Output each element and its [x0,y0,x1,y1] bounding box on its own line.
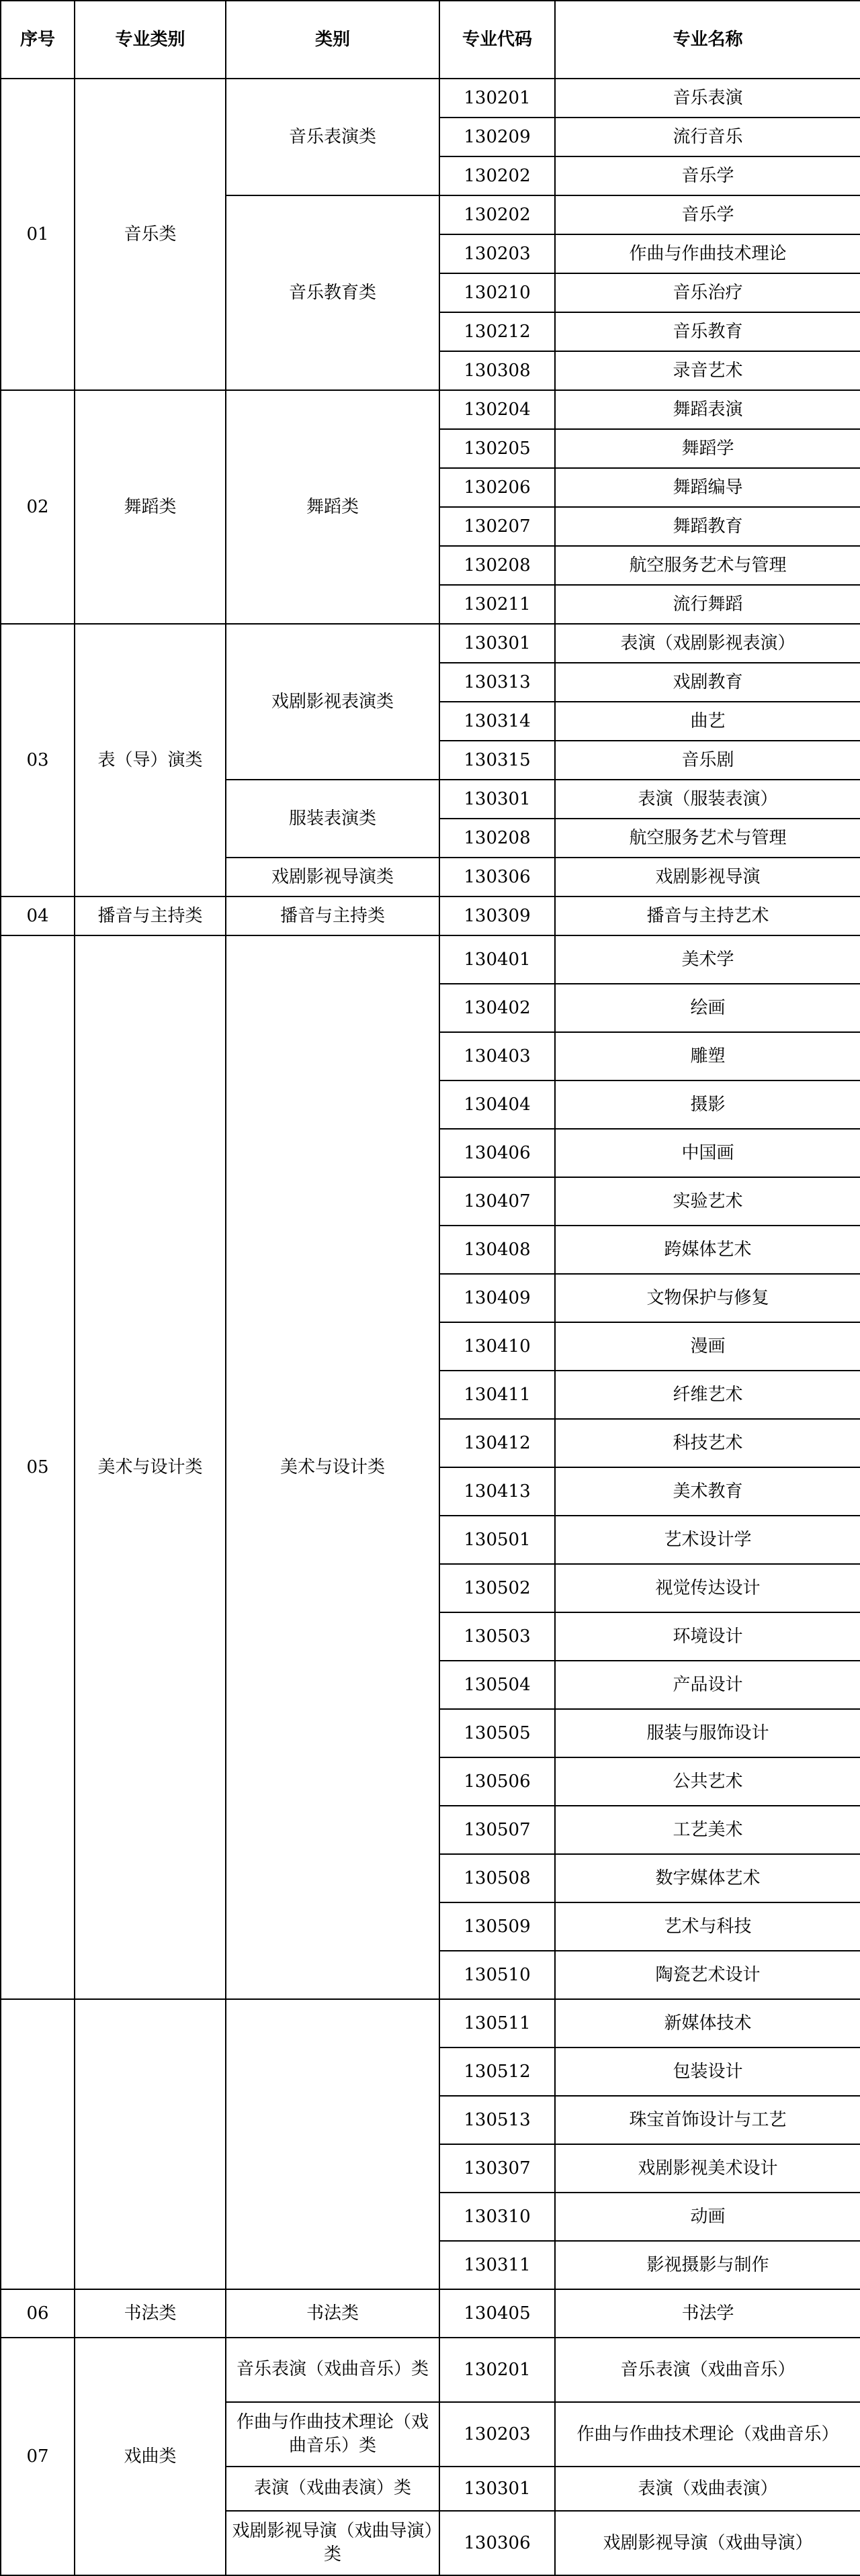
major-code: 130310 [439,2193,555,2241]
major-name: 包装设计 [555,2048,860,2096]
major-code: 130404 [439,1080,555,1129]
major-name: 美术学 [555,935,860,984]
major-name: 实验艺术 [555,1177,860,1226]
major-code: 130314 [439,702,555,741]
major-code: 130507 [439,1806,555,1854]
major-name: 音乐治疗 [555,273,860,312]
major-code: 130202 [439,156,555,195]
major-code: 130306 [439,858,555,896]
table-row [1,1999,860,2048]
major-name: 绘画 [555,984,860,1032]
subcategory-continued [226,1999,439,2289]
table-row [1,390,860,429]
header-major-code: 专业代码 [439,1,555,79]
major-code: 130510 [439,1951,555,1999]
major-name: 流行音乐 [555,118,860,156]
subcategory: 表演（戏曲表演）类 [226,2467,439,2511]
major-name: 戏剧影视美术设计 [555,2144,860,2193]
group-category: 美术与设计类 [75,935,226,1999]
major-name: 流行舞蹈 [555,585,860,624]
major-code: 130504 [439,1661,555,1709]
major-name: 戏剧影视导演 [555,858,860,896]
major-code: 130207 [439,507,555,546]
major-name: 航空服务艺术与管理 [555,819,860,858]
major-name: 珠宝首饰设计与工艺 [555,2096,860,2144]
major-code: 130203 [439,2402,555,2467]
major-code: 130203 [439,234,555,273]
major-code: 130509 [439,1902,555,1951]
major-code: 130311 [439,2241,555,2289]
subcategory: 音乐表演（戏曲音乐）类 [226,2338,439,2402]
major-name: 书法学 [555,2289,860,2338]
major-name: 音乐学 [555,195,860,234]
major-code: 130309 [439,896,555,935]
major-code: 130409 [439,1274,555,1322]
header-major-category: 专业类别 [75,1,226,79]
subcategory: 服装表演类 [226,780,439,858]
major-name: 舞蹈学 [555,429,860,468]
major-name: 舞蹈编导 [555,468,860,507]
subcategory: 戏剧影视导演类 [226,858,439,896]
major-name: 航空服务艺术与管理 [555,546,860,585]
major-name: 雕塑 [555,1032,860,1080]
major-code: 130410 [439,1322,555,1371]
group-number: 04 [1,896,75,935]
major-code: 130210 [439,273,555,312]
major-name: 作曲与作曲技术理论 [555,234,860,273]
major-code: 130201 [439,2338,555,2402]
major-code: 130308 [439,351,555,390]
major-code: 130211 [439,585,555,624]
major-name: 录音艺术 [555,351,860,390]
group-number: 02 [1,390,75,624]
major-name: 纤维艺术 [555,1371,860,1419]
group-number: 07 [1,2338,75,2575]
major-name: 播音与主持艺术 [555,896,860,935]
group-number: 01 [1,79,75,390]
major-name: 音乐教育 [555,312,860,351]
major-code: 130301 [439,624,555,663]
major-code: 130406 [439,1129,555,1177]
major-name: 漫画 [555,1322,860,1371]
major-name: 音乐表演（戏曲音乐） [555,2338,860,2402]
table-row [1,2338,860,2402]
table-row [1,2289,860,2338]
group-number-continued [1,1999,75,2289]
major-code: 130208 [439,546,555,585]
major-name: 艺术与科技 [555,1902,860,1951]
subcategory: 音乐表演类 [226,79,439,195]
major-code: 130508 [439,1854,555,1902]
major-code: 130407 [439,1177,555,1226]
group-number: 05 [1,935,75,1999]
major-name: 公共艺术 [555,1757,860,1806]
major-code: 130204 [439,390,555,429]
major-name: 新媒体技术 [555,1999,860,2048]
major-code: 130315 [439,741,555,780]
major-name: 戏剧教育 [555,663,860,702]
major-name: 陶瓷艺术设计 [555,1951,860,1999]
major-code: 130503 [439,1612,555,1661]
subcategory: 舞蹈类 [226,390,439,624]
group-category: 播音与主持类 [75,896,226,935]
major-code: 130402 [439,984,555,1032]
major-code: 130501 [439,1516,555,1564]
major-name: 表演（服装表演） [555,780,860,819]
major-name: 视觉传达设计 [555,1564,860,1612]
major-name: 表演（戏曲表演） [555,2467,860,2511]
major-code: 130511 [439,1999,555,2048]
major-name: 跨媒体艺术 [555,1226,860,1274]
major-code: 130209 [439,118,555,156]
subcategory: 戏剧影视表演类 [226,624,439,780]
major-name: 环境设计 [555,1612,860,1661]
major-code: 130202 [439,195,555,234]
major-name: 摄影 [555,1080,860,1129]
major-name: 舞蹈表演 [555,390,860,429]
major-code: 130208 [439,819,555,858]
major-code: 130201 [439,79,555,118]
group-category: 书法类 [75,2289,226,2338]
major-code: 130403 [439,1032,555,1080]
table-row [1,624,860,663]
major-code: 130513 [439,2096,555,2144]
major-name: 文物保护与修复 [555,1274,860,1322]
major-name: 音乐剧 [555,741,860,780]
major-code: 130408 [439,1226,555,1274]
major-code: 130307 [439,2144,555,2193]
major-name: 中国画 [555,1129,860,1177]
major-code: 130506 [439,1757,555,1806]
major-name: 美术教育 [555,1467,860,1516]
major-code: 130205 [439,429,555,468]
group-category: 音乐类 [75,79,226,390]
major-name: 影视摄影与制作 [555,2241,860,2289]
major-code: 130413 [439,1467,555,1516]
major-name: 数字媒体艺术 [555,1854,860,1902]
major-name: 戏剧影视导演（戏曲导演） [555,2511,860,2575]
major-name: 产品设计 [555,1661,860,1709]
group-category-continued [75,1999,226,2289]
subcategory: 美术与设计类 [226,935,439,1999]
subcategory: 书法类 [226,2289,439,2338]
major-code: 130212 [439,312,555,351]
group-number: 06 [1,2289,75,2338]
header-major-name: 专业名称 [555,1,860,79]
header-category: 类别 [226,1,439,79]
major-code: 130505 [439,1709,555,1757]
subcategory: 作曲与作曲技术理论（戏曲音乐）类 [226,2402,439,2467]
major-name: 服装与服饰设计 [555,1709,860,1757]
major-code: 130412 [439,1419,555,1467]
major-name: 舞蹈教育 [555,507,860,546]
major-name: 表演（戏剧影视表演） [555,624,860,663]
major-code: 130401 [439,935,555,984]
subcategory: 播音与主持类 [226,896,439,935]
major-code: 130206 [439,468,555,507]
major-code: 130313 [439,663,555,702]
major-name: 音乐学 [555,156,860,195]
group-category: 表（导）演类 [75,624,226,896]
major-name: 科技艺术 [555,1419,860,1467]
table-header-row [1,1,860,79]
major-name: 曲艺 [555,702,860,741]
major-code: 130301 [439,780,555,819]
major-name: 工艺美术 [555,1806,860,1854]
major-name: 作曲与作曲技术理论（戏曲音乐） [555,2402,860,2467]
major-code: 130301 [439,2467,555,2511]
group-category: 戏曲类 [75,2338,226,2575]
group-category: 舞蹈类 [75,390,226,624]
major-name: 音乐表演 [555,79,860,118]
table-row [1,935,860,984]
header-seq: 序号 [1,1,75,79]
subcategory: 戏剧影视导演（戏曲导演）类 [226,2511,439,2575]
subcategory: 音乐教育类 [226,195,439,390]
major-name: 动画 [555,2193,860,2241]
major-name: 艺术设计学 [555,1516,860,1564]
table-row [1,79,860,118]
major-code: 130512 [439,2048,555,2096]
major-code: 130502 [439,1564,555,1612]
major-code: 130405 [439,2289,555,2338]
table-row [1,896,860,935]
major-code: 130411 [439,1371,555,1419]
group-number: 03 [1,624,75,896]
major-code: 130306 [439,2511,555,2575]
